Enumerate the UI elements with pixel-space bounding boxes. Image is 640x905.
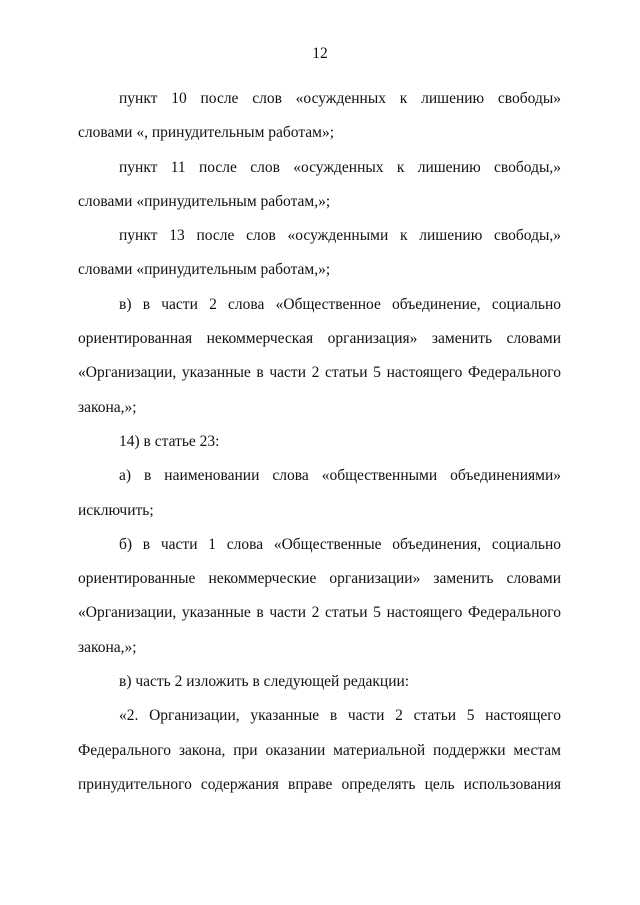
text-line: «Организации, указанные в части 2 статьи 5 настоящего Федерального: [78, 364, 561, 382]
text-line: закона,»;: [78, 638, 137, 656]
text-line: словами «принудительным работам,»;: [78, 192, 331, 210]
text-line: словами «принудительным работам,»;: [78, 261, 331, 279]
text-line: пункт 11 после слов «осужденных к лишению свободы,»: [119, 158, 561, 176]
text-line: пункт 13 после слов «осужденными к лишению свободы,»: [119, 227, 561, 245]
text-line: в) часть 2 изложить в следующей редакции:: [119, 673, 410, 691]
text-line: ориентированные некоммерческие организации» заменить словами: [78, 570, 561, 588]
page-number: 12: [312, 45, 328, 62]
text-line: закона,»;: [78, 398, 137, 416]
text-line: пункт 10 после слов «осужденных к лишению свободы»: [119, 90, 561, 107]
text-line: 14) в статье 23:: [119, 432, 220, 450]
text-line: б) в части 1 слова «Общественные объединения, социально: [119, 535, 561, 553]
text-line: «2. Организации, указанные в части 2 статьи 5 настоящего: [119, 707, 561, 725]
text-line: принудительного содержания вправе определять цель использования: [78, 775, 561, 793]
text-line: ориентированная некоммерческая организация» заменить словами: [78, 330, 561, 348]
text-line: словами «, принудительным работам»;: [78, 124, 335, 142]
text-line: исключить;: [78, 501, 154, 519]
text-line: а) в наименовании слова «общественными объединениями»: [119, 467, 561, 485]
text-line: «Организации, указанные в части 2 статьи 5 настоящего Федерального: [78, 604, 561, 622]
document-body: [78, 82, 561, 802]
text-line: в) в части 2 слова «Общественное объединение, социально: [119, 295, 561, 313]
text-line: Федерального закона, при оказании материальной поддержки местам: [78, 741, 561, 759]
